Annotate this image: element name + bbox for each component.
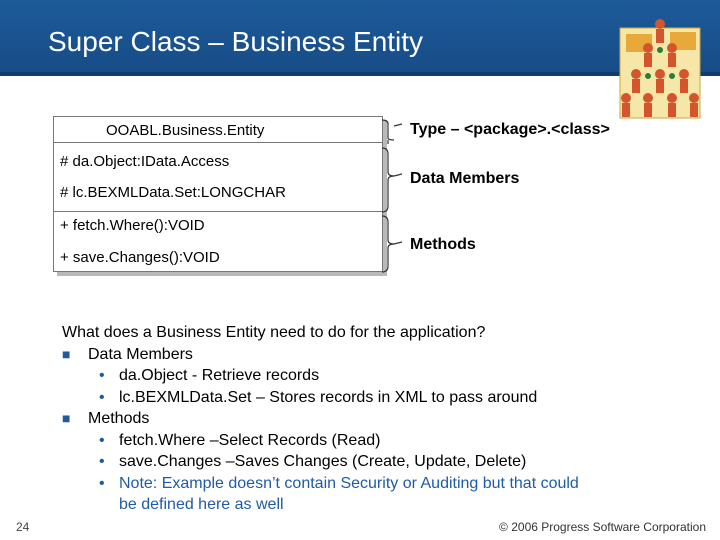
- dot-bullet-icon: •: [99, 474, 105, 492]
- type-label: Type – <package>.<class>: [410, 121, 610, 138]
- dot-bullet-icon: •: [99, 367, 105, 384]
- copyright-notice: © 2006 Progress Software Corporation: [499, 520, 706, 534]
- dot-bullet-icon: •: [99, 431, 105, 449]
- progress-people-pyramid-logo: [614, 10, 706, 120]
- question-text: What does a Business Entity need to do for the application?: [62, 324, 486, 341]
- square-bullet-icon: ■: [62, 345, 71, 362]
- list-item-text: save.Changes –Saves Changes (Create, Update, Delete): [119, 453, 527, 470]
- section-heading: [62, 344, 579, 366]
- section-label: Data Members: [88, 345, 193, 363]
- uml-attribute: # lc.BEXMLData.Set:LONGCHAR: [60, 184, 286, 201]
- list-item-text: da.Object - Retrieve records: [119, 367, 320, 384]
- list-item: [62, 451, 579, 473]
- uml-attributes-row: [54, 143, 382, 212]
- uml-class-name: OOABL.Business.Entity: [106, 122, 265, 139]
- section-heading: [62, 408, 579, 430]
- note-text-continued: be defined here as well: [119, 496, 284, 513]
- list-item-text: lc.BEXMLData.Set – Stores records in XML to pass around: [119, 388, 538, 406]
- list-item: [62, 430, 579, 452]
- uml-class-name-row: [54, 117, 382, 143]
- dot-bullet-icon: •: [99, 388, 105, 406]
- uml-method: + fetch.Where():VOID: [60, 217, 205, 234]
- list-item-text: fetch.Where –Select Records (Read): [119, 431, 381, 449]
- square-bullet-icon: ■: [62, 410, 71, 426]
- title-bar: [0, 0, 720, 76]
- data-members-label: Data Members: [410, 170, 520, 187]
- page-number: 24: [16, 520, 30, 534]
- dot-bullet-icon: •: [99, 453, 105, 470]
- bracket-connectors: [380, 118, 414, 278]
- note-text: Note: Example doesn’t contain Security or Auditing but that could: [119, 474, 579, 492]
- slide-title: Super Class – Business Entity: [48, 26, 424, 57]
- bullet-list: [62, 322, 579, 516]
- uml-methods-row: [54, 212, 382, 271]
- list-item: [62, 365, 579, 387]
- uml-attribute: # da.Object:IData.Access: [60, 153, 230, 170]
- uml-class-box: [53, 116, 383, 272]
- note-item: [62, 473, 579, 495]
- section-label: Methods: [88, 410, 150, 427]
- methods-label: Methods: [410, 236, 476, 253]
- list-item: [62, 387, 579, 409]
- title-underline: [0, 72, 720, 76]
- uml-method: + save.Changes():VOID: [60, 249, 220, 266]
